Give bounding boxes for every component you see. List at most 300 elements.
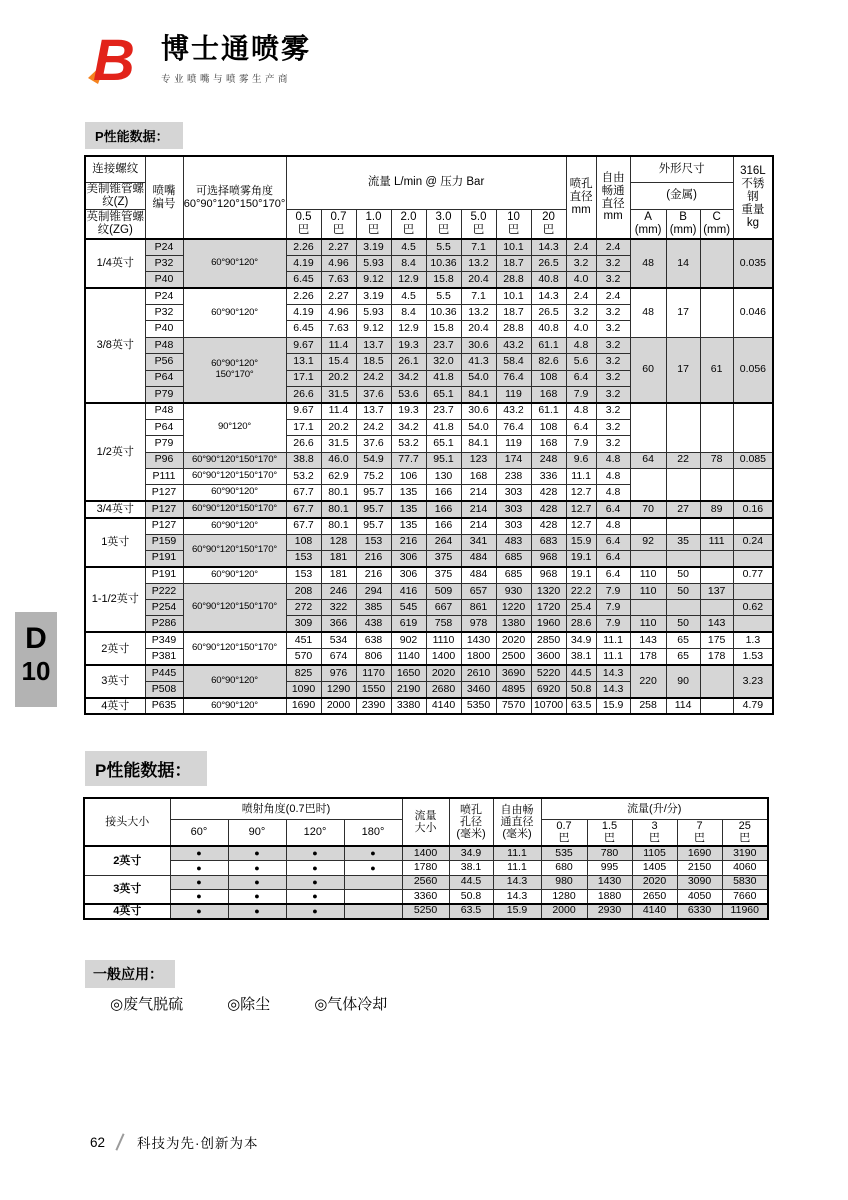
t1-data-cell: 40.8 (531, 321, 566, 337)
t1-data-cell: 2000 (321, 698, 356, 714)
t1-angle-cell: 60°90°120° (183, 698, 286, 714)
brand-header (85, 30, 311, 92)
t1-data-cell: 15.8 (426, 272, 461, 288)
t1-data-cell: 20.2 (321, 370, 356, 386)
t1-data-cell: 18.7 (496, 305, 531, 321)
t1-data-cell: 416 (391, 583, 426, 599)
t1-data-cell: 41.3 (461, 354, 496, 370)
t1-data-cell: 3.2 (596, 403, 630, 419)
t1-data-cell: 20.2 (321, 419, 356, 435)
t1-data-cell: 758 (426, 616, 461, 632)
t1-data-cell (700, 698, 733, 714)
t1-data-cell: 2.4 (596, 239, 630, 255)
angle-available-dot: ● (228, 875, 286, 890)
t1-data-cell: 50 (666, 616, 700, 632)
t1-data-cell: 7.1 (461, 288, 496, 304)
t1-data-cell: 4.5 (391, 239, 426, 255)
table-row (85, 665, 773, 681)
t1-data-cell: 451 (286, 632, 321, 648)
t1-data-cell: 53.2 (391, 436, 426, 452)
t1-data-cell: 18.5 (356, 354, 391, 370)
t1-data-cell (630, 518, 666, 534)
t2-header-angle: 120° (286, 819, 344, 846)
t1-data-cell: 67.7 (286, 518, 321, 534)
t1-data-cell (700, 403, 733, 452)
t1-data-cell: 4.79 (733, 698, 773, 714)
t1-data-cell: 2610 (461, 665, 496, 681)
t2-orifice-cell: 63.5 (449, 904, 493, 919)
t1-data-cell (700, 600, 733, 616)
t1-data-cell: 168 (461, 468, 496, 484)
t1-header-orifice: 喷孔 直径 mm (566, 156, 596, 239)
t1-data-cell: 14.3 (596, 682, 630, 698)
t1-data-cell: 62.9 (321, 468, 356, 484)
t1-data-cell: 123 (461, 452, 496, 468)
t1-data-cell: 15.4 (321, 354, 356, 370)
angle-available-dot: ● (286, 846, 344, 861)
t1-data-cell: 65 (666, 649, 700, 665)
t1-data-cell: 428 (531, 485, 566, 501)
t1-data-cell: 4.0 (566, 272, 596, 288)
t1-data-cell: 484 (461, 567, 496, 583)
t1-size-cell: 1/4英寸 (85, 239, 145, 288)
t1-data-cell: 178 (700, 649, 733, 665)
t1-data-cell: 22.2 (566, 583, 596, 599)
t1-data-cell: 77.7 (391, 452, 426, 468)
t1-data-cell: 3.19 (356, 239, 391, 255)
t1-data-cell: 4.19 (286, 305, 321, 321)
t1-data-cell: 9.67 (286, 403, 321, 419)
t1-data-cell: 806 (356, 649, 391, 665)
application-item: ◎气体冷却 (314, 996, 388, 1013)
t1-data-cell: 92 (630, 534, 666, 550)
t1-data-cell: 90 (666, 665, 700, 698)
table-row (85, 337, 773, 353)
t1-data-cell: 4.8 (596, 468, 630, 484)
t1-data-cell: 76.4 (496, 370, 531, 386)
t1-data-cell: 58.4 (496, 354, 531, 370)
t2-flow-cell: 4050 (677, 890, 722, 905)
angle-dot-empty (344, 875, 402, 890)
t2-flow-cell: 4060 (722, 861, 768, 876)
t1-data-cell: 168 (531, 387, 566, 403)
angle-available-dot: ● (228, 904, 286, 919)
t2-header-angle: 60° (170, 819, 228, 846)
t1-data-cell: 2.27 (321, 239, 356, 255)
t1-data-cell: 40.8 (531, 272, 566, 288)
angle-available-dot: ● (228, 861, 286, 876)
t1-angle-cell: 60°90°120°150°170° (183, 534, 286, 567)
t2-size-cell: 4英寸 (84, 904, 170, 919)
table-row (85, 403, 773, 419)
t1-data-cell: 3.23 (733, 665, 773, 698)
t1-nozzle-cell: P40 (145, 272, 183, 288)
t1-data-cell: 3.2 (596, 305, 630, 321)
t1-data-cell: 53.2 (286, 468, 321, 484)
t2-flow-cell: 2930 (587, 904, 632, 919)
t1-data-cell: 438 (356, 616, 391, 632)
t2-flow-size-cell: 1400 (402, 846, 449, 861)
t1-data-cell: 2.4 (596, 288, 630, 304)
t1-data-cell: 976 (321, 665, 356, 681)
t1-nozzle-cell: P79 (145, 387, 183, 403)
t1-data-cell: 168 (531, 436, 566, 452)
t1-data-cell: 3.2 (566, 255, 596, 271)
t1-data-cell: 153 (286, 567, 321, 583)
t1-data-cell: 80.1 (321, 518, 356, 534)
t1-data-cell: 43.2 (496, 403, 531, 419)
t1-data-cell: 902 (391, 632, 426, 648)
t1-nozzle-cell: P191 (145, 567, 183, 583)
t1-data-cell: 26.6 (286, 436, 321, 452)
t1-data-cell: 7.63 (321, 272, 356, 288)
t1-data-cell: 1550 (356, 682, 391, 698)
t1-data-cell: 44.5 (566, 665, 596, 681)
t2-header-flow-size: 流量 大小 (402, 798, 449, 846)
t1-header-pressure: 10 巴 (496, 209, 531, 239)
brand-text (161, 30, 311, 85)
t1-data-cell (630, 600, 666, 616)
t1-data-cell: 23.7 (426, 337, 461, 353)
t1-data-cell: 67.7 (286, 501, 321, 517)
table-row (85, 468, 773, 484)
t1-data-cell: 31.5 (321, 387, 356, 403)
brand-tagline: 专业喷嘴与喷雾生产商 (161, 73, 292, 85)
t1-data-cell: 3.2 (596, 370, 630, 386)
t1-data-cell: 166 (426, 518, 461, 534)
t1-data-cell: 9.12 (356, 272, 391, 288)
t1-data-cell: 26.1 (391, 354, 426, 370)
t1-nozzle-cell: P48 (145, 403, 183, 419)
t1-header-weight: 316L 不锈 钢 重量 kg (733, 156, 773, 239)
t1-data-cell: 2020 (496, 632, 531, 648)
t1-data-cell: 483 (496, 534, 531, 550)
t2-flow-cell: 6330 (677, 904, 722, 919)
t1-size-cell: 3/8英寸 (85, 288, 145, 403)
t2-flow-cell: 980 (541, 875, 587, 890)
angle-available-dot: ● (170, 846, 228, 861)
t1-data-cell: 4.96 (321, 255, 356, 271)
t1-data-cell: 214 (461, 485, 496, 501)
t2-header-size: 接头大小 (84, 798, 170, 846)
t1-data-cell: 46.0 (321, 452, 356, 468)
t1-nozzle-cell: P40 (145, 321, 183, 337)
t1-angle-cell: 60°90°120°150°170° (183, 583, 286, 632)
angle-available-dot: ● (170, 861, 228, 876)
t1-data-cell: 978 (461, 616, 496, 632)
t1-data-cell: 9.67 (286, 337, 321, 353)
t1-data-cell: 7.1 (461, 239, 496, 255)
t1-data-cell: 110 (630, 616, 666, 632)
t1-data-cell: 166 (426, 501, 461, 517)
t2-header-pressure: 0.7 巴 (541, 819, 587, 846)
t1-data-cell: 7.9 (596, 600, 630, 616)
t1-data-cell: 2020 (426, 665, 461, 681)
t1-data-cell: 12.9 (391, 272, 426, 288)
t1-data-cell (630, 403, 666, 452)
t1-data-cell (666, 550, 700, 566)
t2-header-pressure: 25 巴 (722, 819, 768, 846)
t2-free-passage-cell: 11.1 (493, 846, 541, 861)
t1-data-cell: 2500 (496, 649, 531, 665)
t1-header-dims-metal: (金属) (630, 182, 733, 209)
angle-available-dot: ● (170, 904, 228, 919)
t2-flow-cell: 2020 (632, 875, 677, 890)
t1-angle-cell: 60°90°120° (183, 567, 286, 583)
t1-data-cell: 130 (426, 468, 461, 484)
t1-data-cell: 50 (666, 583, 700, 599)
application-list (110, 993, 387, 1014)
t1-data-cell: 17.1 (286, 370, 321, 386)
t2-flow-cell: 1280 (541, 890, 587, 905)
t2-flow-cell: 5830 (722, 875, 768, 890)
t1-header-pressure: 3.0 巴 (426, 209, 461, 239)
t1-data-cell: 53.6 (391, 387, 426, 403)
t1-header-bsp-taper-thread: 英制锥管螺纹(ZG) (85, 209, 145, 239)
t2-flow-size-cell: 2560 (402, 875, 449, 890)
t1-size-cell: 4英寸 (85, 698, 145, 714)
t1-angle-cell: 60°90°120°150°170° (183, 632, 286, 665)
t2-free-passage-cell: 14.3 (493, 875, 541, 890)
t1-data-cell: 37.6 (356, 436, 391, 452)
t1-data-cell: 28.6 (566, 616, 596, 632)
t1-data-cell: 41.8 (426, 370, 461, 386)
t1-header-dim: B (mm) (666, 209, 700, 239)
t2-flow-cell: 1880 (587, 890, 632, 905)
t1-data-cell (666, 518, 700, 534)
t2-header-angle: 180° (344, 819, 402, 846)
t1-data-cell: 2680 (426, 682, 461, 698)
page-number: 62 (90, 1134, 106, 1150)
t2-flow-size-cell: 3360 (402, 890, 449, 905)
t1-data-cell: 258 (630, 698, 666, 714)
t1-data-cell: 4.19 (286, 255, 321, 271)
t1-data-cell: 2.4 (566, 288, 596, 304)
t1-data-cell: 175 (700, 632, 733, 648)
t1-data-cell: 306 (391, 567, 426, 583)
t1-data-cell (666, 600, 700, 616)
t1-data-cell: 1290 (321, 682, 356, 698)
t2-flow-cell: 1690 (677, 846, 722, 861)
table-row (85, 567, 773, 583)
t1-data-cell: 108 (531, 419, 566, 435)
t1-data-cell: 54.0 (461, 419, 496, 435)
t1-data-cell: 3380 (391, 698, 426, 714)
t1-data-cell: 0.056 (733, 337, 773, 403)
t1-data-cell: 6.45 (286, 272, 321, 288)
t1-data-cell: 114 (666, 698, 700, 714)
t1-header-connection-thread: 连接螺纹 (85, 156, 145, 182)
t2-header-flow-title: 流量(升/分) (541, 798, 768, 819)
t1-data-cell: 14.3 (531, 288, 566, 304)
t1-data-cell: 153 (356, 534, 391, 550)
t1-data-cell: 19.3 (391, 403, 426, 419)
t1-data-cell: 166 (426, 485, 461, 501)
t1-data-cell: 238 (496, 468, 531, 484)
t1-data-cell: 216 (391, 534, 426, 550)
t1-data-cell: 64 (630, 452, 666, 468)
t1-data-cell (733, 583, 773, 599)
t1-data-cell: 2.26 (286, 239, 321, 255)
t1-data-cell: 178 (630, 649, 666, 665)
t1-data-cell: 1720 (531, 600, 566, 616)
t1-data-cell: 10.36 (426, 255, 461, 271)
t1-data-cell (666, 403, 700, 452)
t1-data-cell: 13.7 (356, 403, 391, 419)
t1-angle-cell: 60°90°120°150°170° (183, 452, 286, 468)
t1-data-cell: 341 (461, 534, 496, 550)
t1-data-cell: 20.4 (461, 272, 496, 288)
t1-data-cell: 4.8 (596, 452, 630, 468)
t1-data-cell: 24.2 (356, 370, 391, 386)
t1-angle-cell: 60°90°120°150°170° (183, 468, 286, 484)
t1-nozzle-cell: P32 (145, 305, 183, 321)
t1-data-cell: 0.77 (733, 567, 773, 583)
t1-data-cell: 375 (426, 567, 461, 583)
t1-header-pressure: 2.0 巴 (391, 209, 426, 239)
t2-flow-cell: 680 (541, 861, 587, 876)
t1-data-cell: 6.4 (596, 501, 630, 517)
t1-nozzle-cell: P64 (145, 370, 183, 386)
t1-header-free-passage: 自由 畅通 直径 mm (596, 156, 630, 239)
t1-data-cell: 34.2 (391, 370, 426, 386)
t2-flow-cell: 4140 (632, 904, 677, 919)
t1-data-cell: 181 (321, 550, 356, 566)
t1-data-cell: 15.8 (426, 321, 461, 337)
t1-size-cell: 3/4英寸 (85, 501, 145, 517)
t1-nozzle-cell: P222 (145, 583, 183, 599)
t1-header-pressure: 5.0 巴 (461, 209, 496, 239)
footer-slogan: 科技为先·创新为本 (137, 1136, 259, 1151)
t1-data-cell: 968 (531, 567, 566, 583)
t1-data-cell: 375 (426, 550, 461, 566)
t2-flow-size-cell: 5250 (402, 904, 449, 919)
t1-data-cell: 3.2 (596, 337, 630, 353)
t2-header-orifice: 喷孔 孔径 (毫米) (449, 798, 493, 846)
angle-available-dot: ● (170, 890, 228, 905)
t1-data-cell: 619 (391, 616, 426, 632)
t1-data-cell (700, 567, 733, 583)
t1-data-cell: 43.2 (496, 337, 531, 353)
t1-data-cell: 34.9 (566, 632, 596, 648)
t1-data-cell: 1170 (356, 665, 391, 681)
t2-flow-cell: 1405 (632, 861, 677, 876)
t1-data-cell: 32.0 (426, 354, 461, 370)
t1-data-cell: 50 (666, 567, 700, 583)
t1-nozzle-cell: P381 (145, 649, 183, 665)
t1-header-nozzle-no: 喷嘴 编号 (145, 156, 183, 239)
table-row (84, 846, 768, 861)
t1-data-cell (630, 468, 666, 501)
t1-data-cell (733, 518, 773, 534)
t1-data-cell: 10.1 (496, 288, 531, 304)
t1-data-cell: 8.4 (391, 305, 426, 321)
t2-orifice-cell: 38.1 (449, 861, 493, 876)
t1-data-cell: 4.96 (321, 305, 356, 321)
t1-data-cell: 28.8 (496, 321, 531, 337)
t1-data-cell: 11.4 (321, 337, 356, 353)
angle-available-dot: ● (228, 890, 286, 905)
t1-size-cell: 2英寸 (85, 632, 145, 665)
t1-data-cell: 1090 (286, 682, 321, 698)
t1-data-cell: 3460 (461, 682, 496, 698)
t1-data-cell (733, 550, 773, 566)
t1-data-cell: 7.9 (566, 436, 596, 452)
t1-data-cell: 7570 (496, 698, 531, 714)
t1-data-cell: 3.2 (566, 305, 596, 321)
angle-available-dot: ● (344, 861, 402, 876)
t1-data-cell: 41.8 (426, 419, 461, 435)
t1-data-cell: 6.4 (566, 370, 596, 386)
t1-data-cell: 7.9 (596, 616, 630, 632)
t1-data-cell: 5220 (531, 665, 566, 681)
t1-data-cell: 35 (666, 534, 700, 550)
t1-data-cell: 13.1 (286, 354, 321, 370)
t1-data-cell: 2.26 (286, 288, 321, 304)
t1-data-cell: 11.1 (566, 468, 596, 484)
t1-data-cell: 428 (531, 501, 566, 517)
t1-angle-cell: 60°90°120° (183, 239, 286, 288)
t1-nozzle-cell: P111 (145, 468, 183, 484)
t1-data-cell: 685 (496, 567, 531, 583)
t1-data-cell: 13.7 (356, 337, 391, 353)
t1-data-cell: 111 (700, 534, 733, 550)
t1-data-cell: 153 (286, 550, 321, 566)
t1-data-cell: 22 (666, 452, 700, 468)
t1-angle-cell: 60°90°120° (183, 485, 286, 501)
t1-data-cell: 20.4 (461, 321, 496, 337)
section-label-applications: 一般应用： (85, 960, 175, 988)
t1-data-cell: 19.3 (391, 337, 426, 353)
t1-data-cell: 26.5 (531, 305, 566, 321)
t1-data-cell: 108 (531, 370, 566, 386)
t1-header-pressure: 1.0 巴 (356, 209, 391, 239)
t1-data-cell: 0.16 (733, 501, 773, 517)
t1-data-cell: 12.9 (391, 321, 426, 337)
table-row (84, 875, 768, 890)
t1-data-cell: 0.035 (733, 239, 773, 288)
performance-table-main (84, 155, 774, 715)
t1-data-cell: 1380 (496, 616, 531, 632)
t1-data-cell: 385 (356, 600, 391, 616)
angle-available-dot: ● (286, 875, 344, 890)
t1-data-cell: 6.4 (596, 567, 630, 583)
chapter-tab (15, 612, 57, 707)
t1-data-cell: 336 (531, 468, 566, 484)
table-row (84, 904, 768, 919)
t1-data-cell: 3600 (531, 649, 566, 665)
t1-data-cell: 3.2 (596, 272, 630, 288)
t1-data-cell: 3.2 (596, 419, 630, 435)
section-label-performance-1: P性能数据： (85, 122, 183, 149)
t1-data-cell: 108 (286, 534, 321, 550)
t1-header-dims-title: 外形尺寸 (630, 156, 733, 182)
t1-data-cell: 0.085 (733, 452, 773, 468)
t1-nozzle-cell: P127 (145, 518, 183, 534)
t1-angle-cell: 60°90°120° (183, 288, 286, 337)
t1-angle-cell: 60°90°120° (183, 665, 286, 698)
t1-data-cell: 5.5 (426, 288, 461, 304)
t1-data-cell: 34.2 (391, 419, 426, 435)
t2-header-free-passage: 自由畅 通直径 (毫米) (493, 798, 541, 846)
table-row (85, 583, 773, 599)
table-row (85, 518, 773, 534)
table-row (85, 632, 773, 648)
t1-nozzle-cell: P127 (145, 501, 183, 517)
t1-data-cell: 6.4 (596, 534, 630, 550)
t1-data-cell (733, 468, 773, 501)
t1-data-cell: 294 (356, 583, 391, 599)
